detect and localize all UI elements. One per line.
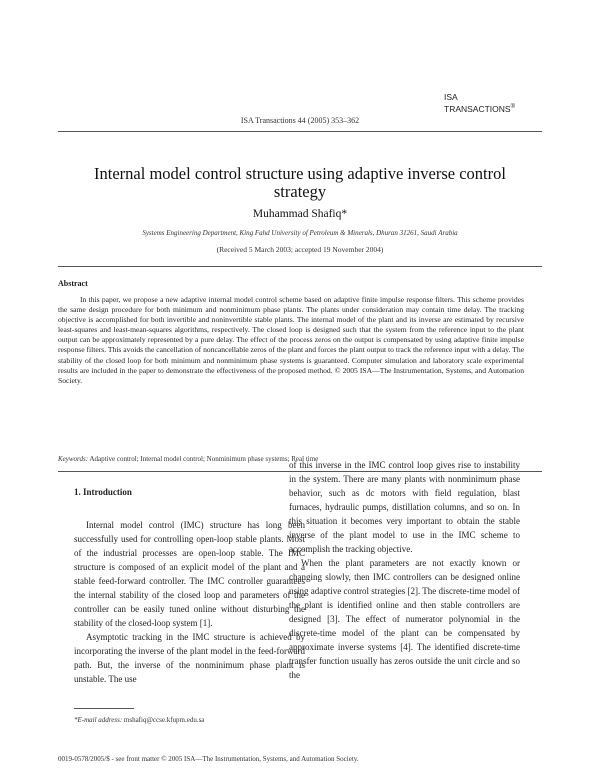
paper-author: Muhammad Shafiq* — [252, 208, 348, 220]
footnote-divider — [74, 708, 134, 709]
journal-citation: ISA Transactions 44 (2005) 353–362 — [240, 116, 360, 125]
left-column — [74, 485, 305, 686]
right-column — [289, 458, 520, 682]
body-paragraph: Asymptotic tracking in the IMC structure is achieved by incorporating the inverse of the plant model in the feed-forward path. But, the inverse of the nonminimum phase plant is unstable. The use — [74, 632, 305, 684]
keywords-text: Adaptive control; Internal model control; Nonminimum phase systems; Real time — [89, 455, 319, 463]
paper-title: Internal model control structure using adaptive inverse control strategy — [94, 164, 506, 201]
registered-mark: ® — [510, 104, 516, 110]
received-dates: (Received 5 March 2003; accepted 19 November 2004) — [216, 245, 384, 254]
keywords-label: Keywords: — [58, 455, 89, 463]
page-footer: 0019-0578/2005/$ - see front matter © 2005 ISA—The Instrumentation, Systems, and Automation Society. — [58, 755, 359, 763]
author-affiliation: Systems Engineering Department, King Fahd University of Petroleum & Minerals, Dhuran 31261, Saudi Arabia — [142, 229, 458, 237]
publisher-line-2: TRANSACTIONS — [444, 103, 511, 114]
abstract-text: In this paper, we propose a new adaptive internal model control scheme based on adaptive finite impulse response filters. This scheme provides the same design procedure for both minimum and nonminimum phase plants. The plants under consideration may contain time delay. The tracking objective is accomplished for both invertible and noninvertible stable plants. The internal model of the plant and its inverse are estimated by recursive least-squares and least-mean-squares algorithms, respectively. The closed loop is designed such that the system from the reference input to the plant output can be approximately represented by a pure delay. The effect of the process zeros on the output is compensated by using adaptive finite impulse response filters. This avoids the cancellation of noncancellable zeros of the plant and forces the plant output to track the reference input with a delay. The stability of the closed loop for both minimum and nonminimum phase systems is guaranteed. Computer simulation and laboratory scale experimental results are included in the paper to demonstrate the effectiveness of the proposed method. © 2005 ISA—The Instrumentation, Systems, and Automation Society. — [58, 295, 524, 385]
abstract-heading: Abstract — [58, 279, 88, 288]
footnote — [74, 716, 204, 724]
publisher-logo — [444, 92, 515, 114]
abstract-divider-top — [58, 266, 542, 267]
body-paragraph: When the plant parameters are not exactly known or changing slowly, then IMC controllers can be designed online using adaptive control strategies [2]. The discrete-time model of the plant is identified online and then stable controllers are designed [3]. The effect of numerator polynomial in the discrete-time model of the plant can be compensated by approximate inverse systems [4]. The identified discrete-time transfer function usually has zeros outside the unit circle and so the — [289, 558, 521, 680]
section-heading: 1. Introduction — [74, 487, 132, 497]
author-email: mshafiq@ccse.kfupm.edu.sa — [123, 716, 205, 724]
publisher-line-1: ISA — [444, 92, 458, 102]
body-paragraph: of this inverse in the IMC control loop gives rise to instability in the system. There are many plants with nonminimum phase behavior, such as dc motors with field regulation, blast furnaces, hydraulic pumps, distillation columns, and so on. In this situation it becomes very important to obtain the stable inverse of the plant model to use in the IMC scheme to accomplish the tracking objective. — [289, 460, 520, 554]
footnote-label: *E-mail address: — [74, 716, 123, 724]
header-divider — [58, 131, 542, 132]
body-paragraph: Internal model control (IMC) structure has long been successfully used for controlling open-loop stable plants. Most of the industrial processes are open-loop stable. The IMC structure is composed of an explicit model of the plant and a stable feed-forward controller. The IMC controller guarantees the internal stability of the closed loop and parameters of the controller can be easily tuned online without disturbing the stability of the closed-loop system [1]. — [74, 520, 305, 628]
